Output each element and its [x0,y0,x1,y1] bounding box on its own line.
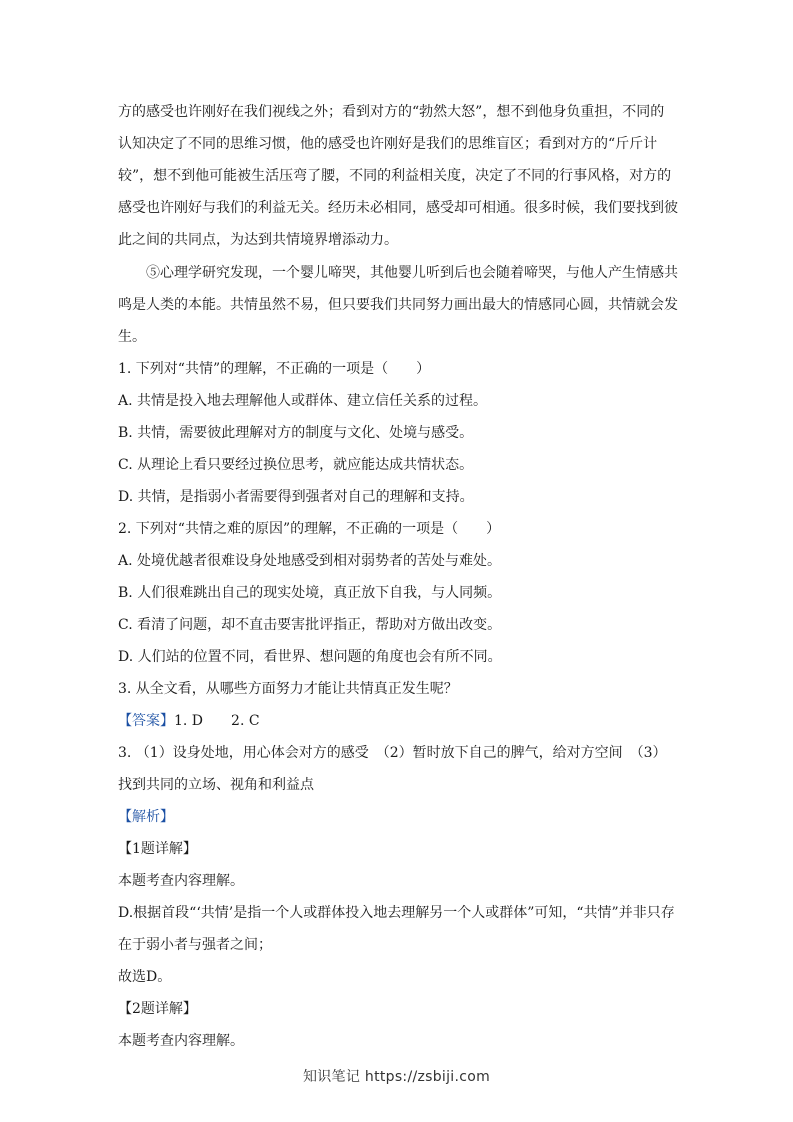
passage-paragraph-5: ⑤心理学研究发现，一个婴儿啼哭，其他婴儿听到后也会随着啼哭，与他人产生情感共鸣是人类的本能。共情虽然不易，但只要我们共同努力画出最大的情感同心圆，共情就会发生。 [118,265,678,345]
question-3-stem: 3. 从全文看，从哪些方面努力才能让共情真正发生呢？ [118,681,458,697]
answer-tag: 【答案】 [118,713,174,729]
analysis-q2-line-1: 本题考查内容理解。 [118,1033,244,1049]
analysis-q2-title: 【2题详解】 [118,1001,197,1017]
answer-line [118,705,678,737]
question-2-option-c: C. 看清了问题，却不直击要害批评指正，帮助对方做出改变。 [118,617,502,633]
question-2-option-b: B. 人们很难跳出自己的现实处境，真正放下自我，与人同频。 [118,585,502,601]
question-1-option-d: D. 共情，是指弱小者需要得到强者对自己的理解和支持。 [118,489,474,505]
question-2-option-d: D. 人们站的位置不同，看世界、想问题的角度也会有所不同。 [118,649,502,665]
passage-paragraph-4-continued: 方的感受也许刚好在我们视线之外；看到对方的“勃然大怒”，想不到他身负重担，不同的认知决定了不同的思维习惯，他的感受也许刚好是我们的思维盲区；看到对方的“斤斤计较”，想不到他可能被生活压弯了腰，不同的利益相关度，决定了不同的行事风格，对方的感受也许刚好与我们的利益无关。经历未必相同，感受却可相通。很多时候，我们要找到彼此之间的共同点，为达到共情境界增添动力。 [118,104,678,248]
footer-watermark: 知识笔记 https://zsbiji.com [302,1069,491,1085]
question-2-stem: 2. 下列对“共情之难的原因”的理解，不正确的一项是（ ） [118,521,501,537]
answer-question-3: 3. （1）设身处地，用心体会对方的感受 （2）暂时放下自己的脾气，给对方空间 （3）找到共同的立场、视角和利益点 [118,745,667,793]
analysis-q1-title: 【1题详解】 [118,841,197,857]
question-1-option-a: A. 共情是投入地去理解他人或群体、建立信任关系的过程。 [118,393,488,409]
question-1-option-c: C. 从理论上看只要经过换位思考，就应能达成共情状态。 [118,457,474,473]
analysis-tag: 【解析】 [118,809,174,825]
question-2-option-a: A. 处境优越者很难设身处地感受到相对弱势者的苦处与难处。 [118,553,502,569]
question-1-stem: 1. 下列对“共情”的理解，不正确的一项是（ ） [118,361,431,377]
question-1-option-b: B. 共情，需要彼此理解对方的制度与文化、处境与感受。 [118,425,474,441]
analysis-q1-line-3: 故选D。 [118,969,172,985]
analysis-q1-line-1: 本题考查内容理解。 [118,873,244,889]
answer-short: 1. D 2. C [174,713,260,729]
document-body [118,96,678,1057]
analysis-q1-line-2: D.根据首段“‘共情’是指一个人或群体投入地去理解另一个人或群体”可知，“共情”并非只存在于弱小者与强者之间； [118,905,675,953]
